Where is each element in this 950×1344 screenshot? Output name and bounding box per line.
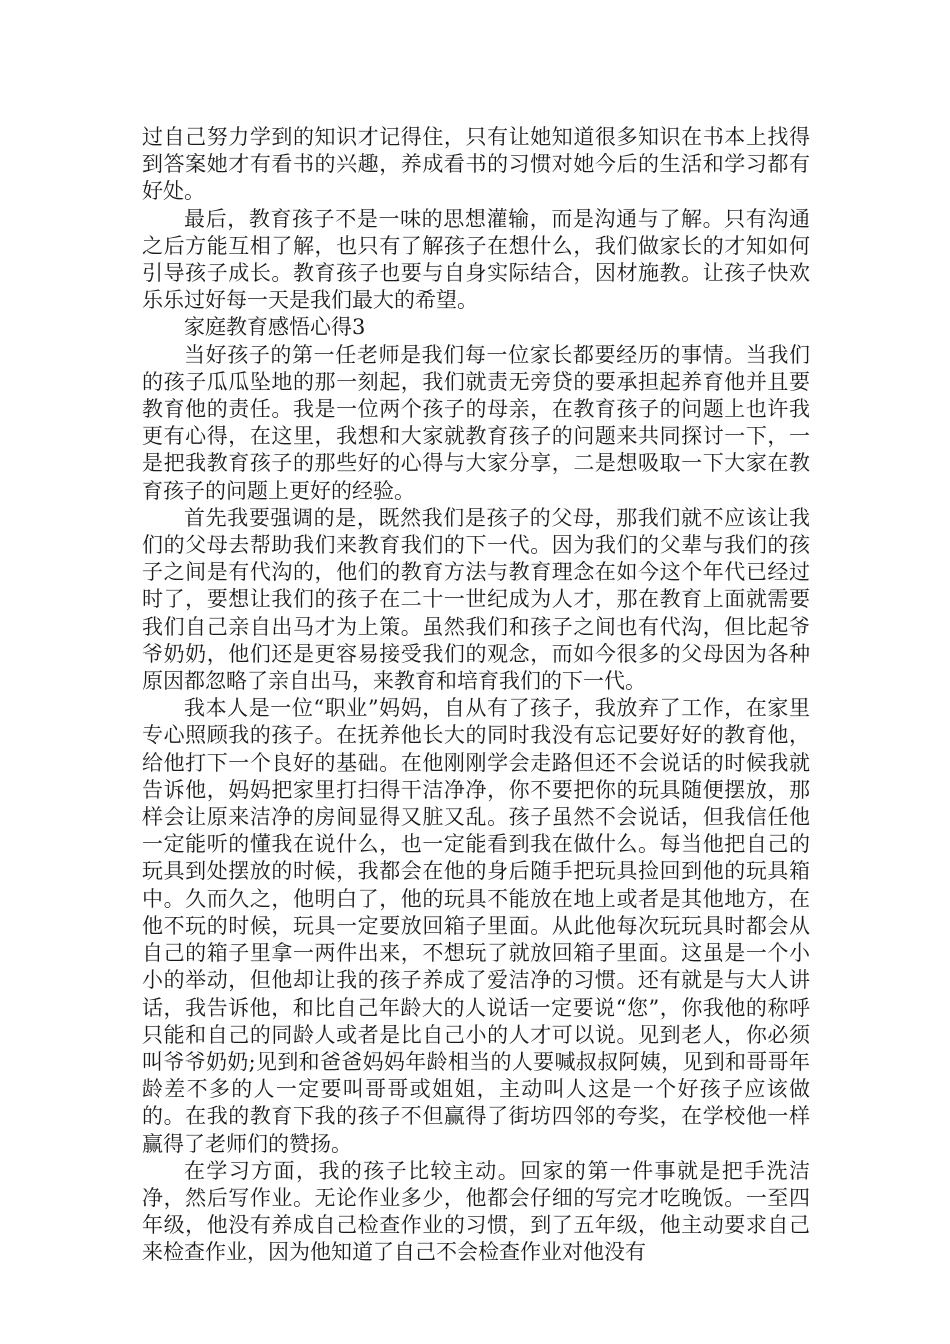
paragraph-study-habits: 在学习方面，我的孩子比较主动。回家的第一件事就是把手洗洁净，然后写作业。无论作业多少，他都会仔细的写完才吃晚饭。一至四年级，他没有养成自己检查作业的习惯，到了五年级，他主动要求自己来检查作业，因为他知道了自己不会检查作业对他没有: [142, 1158, 810, 1265]
paragraph-personal-story: 我本人是一位“职业”妈妈，自从有了孩子，我放弃了工作，在家里专心照顾我的孩子。在抚养他长大的同时我没有忘记要好好的教育他，给他打下一个良好的基础。在他刚刚学会走路但还不会说话的时候我就告诉他，妈妈把家里打扫得干洁净净，你不要把你的玩具随便摆放，那样会让原来洁净的房间显得又脏又乱。孩子虽然不会说话，但我信任他一定能听的懂我在说什么，也一定能看到我在做什么。每当他把自己的玩具到处摆放的时候，我都会在他的身后随手把玩具捡回到他的玩具箱中。久而久之，他明白了，他的玩具不能放在地上或者是其他地方，在他不玩的时候，玩具一定要放回箱子里面。从此他每次玩玩具时都会从自己的箱子里拿一两件出来，不想玩了就放回箱子里面。这虽是一个小小的举动，但他却让我的孩子养成了爱洁净的习惯。还有就是与大人讲话，我告诉他，和比自己年龄大的人说话一定要说“您”，你我他的称呼只能和自己的同龄人或者是比自己小的人才可以说。见到老人，你必须叫爷爷奶奶;见到和爸爸妈妈年龄相当的人要喊叔叔阿姨，见到和哥哥年龄差不多的人一定要叫哥哥或姐姐，主动叫人这是一个好孩子应该做的。在我的教育下我的孩子不但赢得了街坊四邻的夸奖，在学校他一样赢得了老师们的赞扬。: [142, 696, 810, 1156]
paragraph-conclusion: 最后，教育孩子不是一味的思想灌输，而是沟通与了解。只有沟通之后方能互相了解，也只有了解孩子在想什么，我们做家长的才知如何引导孩子成长。教育孩子也要与自身实际结合，因材施教。让孩子快欢乐乐过好每一天是我们最大的希望。: [142, 206, 810, 313]
document-page: [142, 124, 810, 1267]
paragraph-intro: 当好孩子的第一任老师是我们每一位家长都要经历的事情。当我们的孩子瓜瓜坠地的那一刻起，我们就责无旁贷的要承担起养育他并且要教育他的责任。我是一位两个孩子的母亲，在教育孩子的问题上也许我更有心得，在这里，我想和大家就教育孩子的问题来共同探讨一下，一是把我教育孩子的那些好的心得与大家分享，二是想吸取一下大家在教育孩子的问题上更好的经验。: [142, 342, 810, 503]
paragraph-continued: 过自己努力学到的知识才记得住，只有让她知道很多知识在书本上找得到答案她才有看书的兴趣，养成看书的习惯对她今后的生活和学习都有好处。: [142, 125, 810, 204]
paragraph-first-point: 首先我要强调的是，既然我们是孩子的父母，那我们就不应该让我们的父母去帮助我们来教育我们的下一代。因为我们的父辈与我们的孩子之间是有代沟的，他们的教育方法与教育理念在如今这个年代已经过时了，要想让我们的孩子在二十一世纪成为人才，那在教育上面就需要我们自己亲自出马才为上策。虽然我们和孩子之间也有代沟，但比起爷爷奶奶，他们还是更容易接受我们的观念，而如今很多的父母因为各种原因都忽略了亲自出马，来教育和培育我们的下一代。: [142, 505, 810, 694]
section-heading: 家庭教育感悟心得3: [184, 315, 366, 340]
